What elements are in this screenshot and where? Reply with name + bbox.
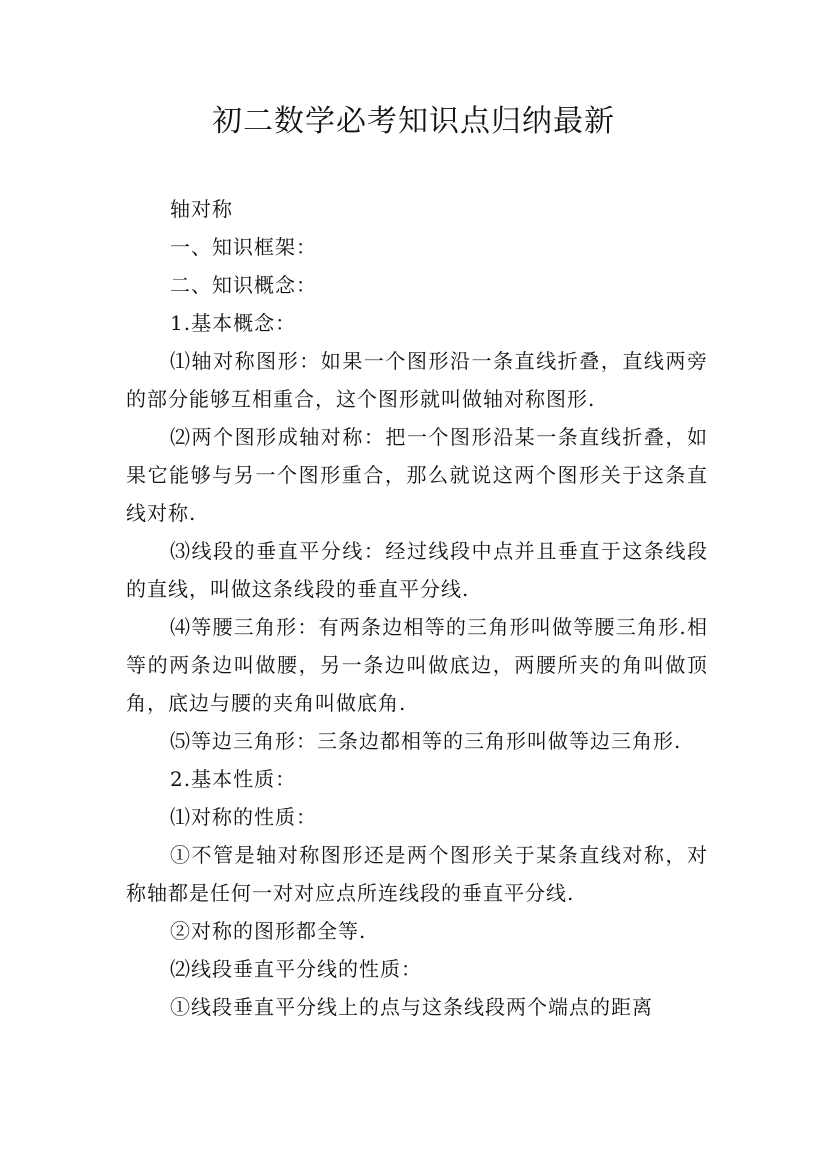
paragraph-symmetry-property-2: ②对称的图形都全等. <box>170 919 367 943</box>
paragraph-perpendicular-bisector: ⑶线段的垂直平分线：经过线段中点并且垂直于这条线段的直线，叫做这条线段的垂直平分线. <box>126 539 708 601</box>
paragraph-basic-properties: 2.基本性质： <box>170 767 297 791</box>
paragraph-axisymmetric-figure: ⑴轴对称图形：如果一个图形沿一条直线折叠，直线两旁的部分能够互相重合，这个图形就叫做轴对称图形. <box>126 349 708 411</box>
paragraph-basic-concepts: 1.基本概念： <box>170 311 297 335</box>
paragraph-equilateral-triangle: ⑸等边三角形：三条边都相等的三角形叫做等边三角形. <box>170 729 682 753</box>
paragraph-knowledge-framework: 一、知识框架： <box>170 235 317 259</box>
paragraph-knowledge-concepts: 二、知识概念： <box>170 273 317 297</box>
paragraph-symmetry-property-1: ①不管是轴对称图形还是两个图形关于某条直线对称，对称轴都是任何一对对应点所连线段的垂直平分线. <box>126 843 708 905</box>
paragraph-bisector-properties: ⑵线段垂直平分线的性质： <box>170 957 422 981</box>
document-title: 初二数学必考知识点归纳最新 <box>212 104 615 139</box>
paragraph-isosceles-triangle: ⑷等腰三角形：有两条边相等的三角形叫做等腰三角形.相等的两条边叫做腰，另一条边叫做底边，两腰所夹的角叫做顶角，底边与腰的夹角叫做底角. <box>126 615 708 715</box>
document-body <box>126 190 708 1026</box>
paragraph-section-heading: 轴对称 <box>170 197 233 221</box>
paragraph-symmetry-properties: ⑴对称的性质： <box>170 805 317 829</box>
paragraph-bisector-property-1: ①线段垂直平分线上的点与这条线段两个端点的距离 <box>170 995 653 1019</box>
paragraph-two-figures-symmetric: ⑵两个图形成轴对称：把一个图形沿某一条直线折叠，如果它能够与另一个图形重合，那么就说这两个图形关于这条直线对称. <box>126 425 708 525</box>
